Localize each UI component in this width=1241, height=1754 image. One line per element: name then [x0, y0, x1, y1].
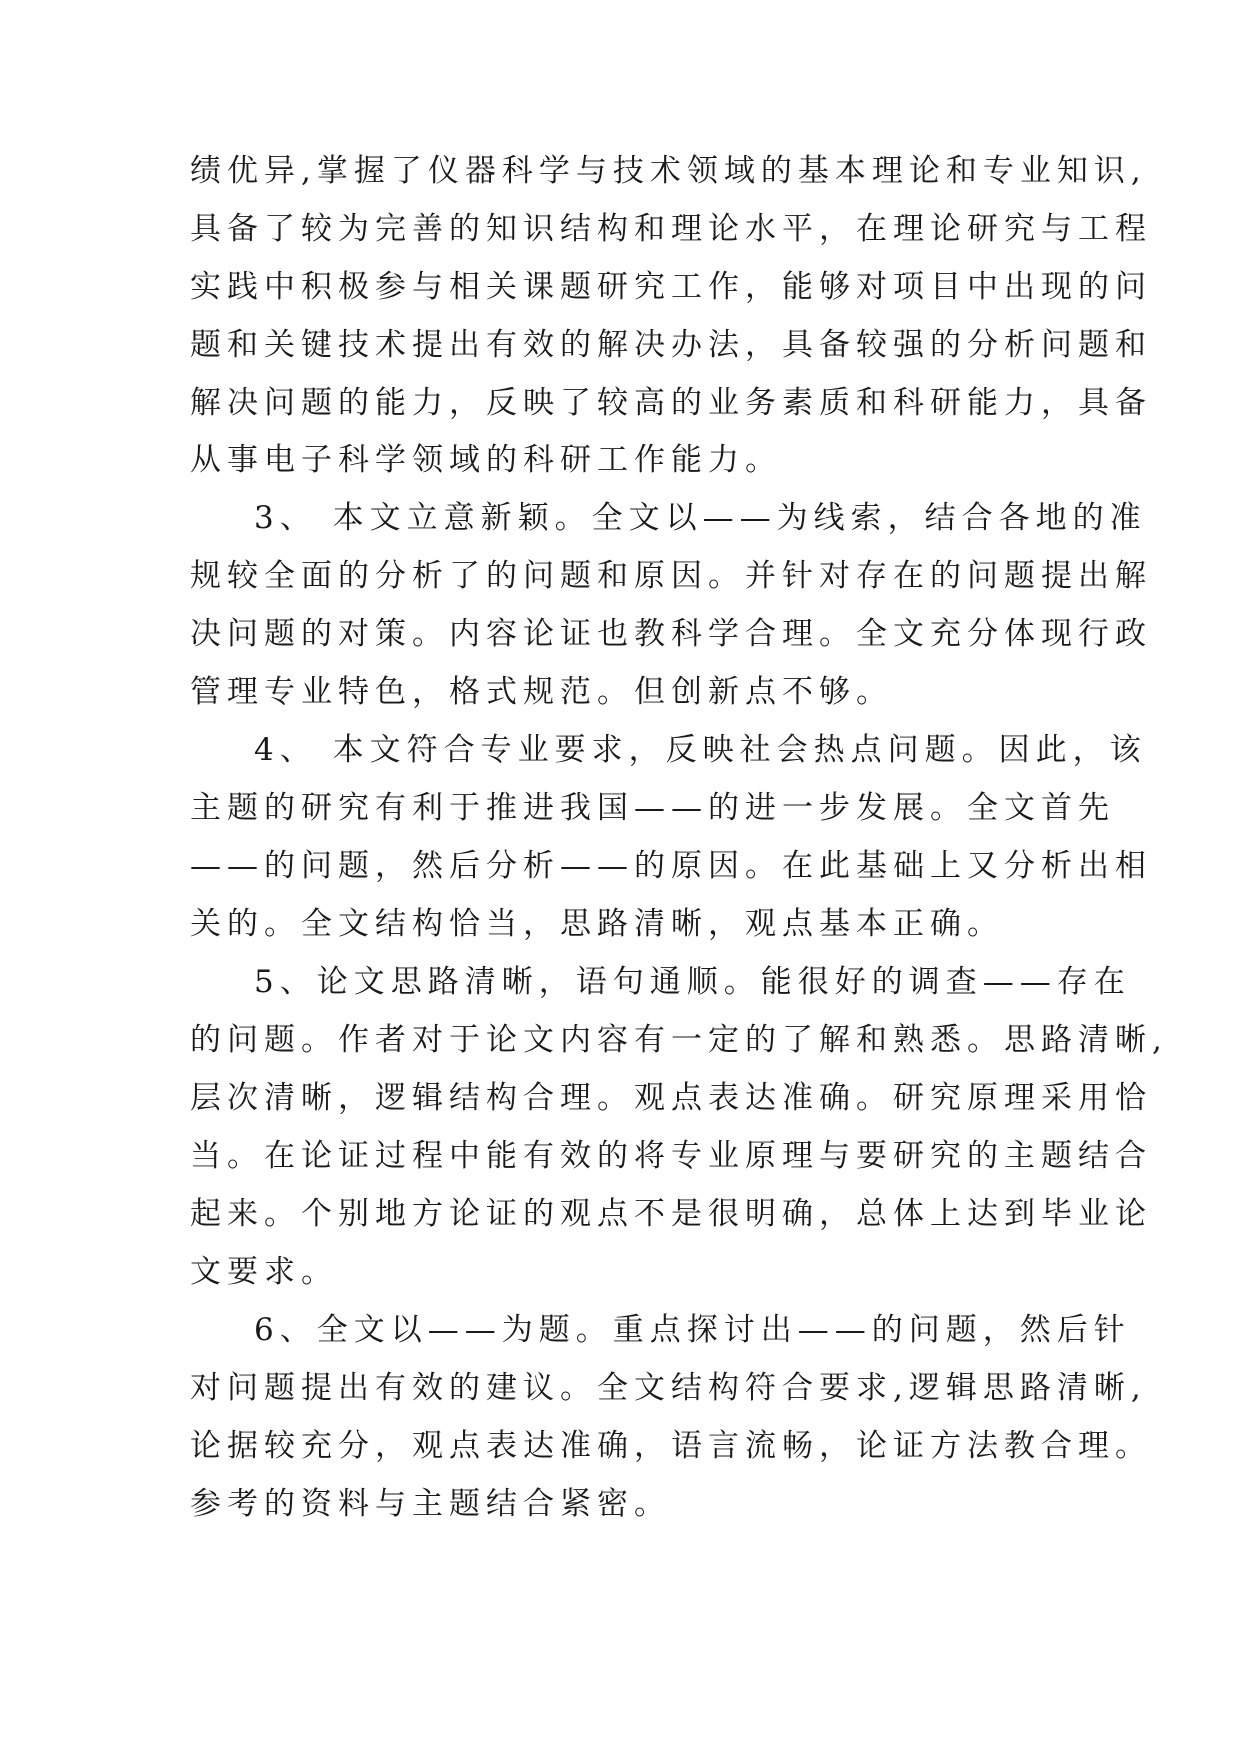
paragraph-3-first-line: 3、 本文立意新颖。全文以——为线索，结合各地的准 [254, 500, 1147, 536]
paragraph-4-first-line: 4、 本文符合专业要求，反映社会热点问题。因此，该 [254, 732, 1147, 768]
text-line: ——的问题，然后分析——的原因。在此基础上又分析出相 [190, 848, 1152, 884]
text-line: 当。在论证过程中能有效的将专业原理与要研究的主题结合 [190, 1138, 1152, 1174]
text-line: 起来。个别地方论证的观点不是很明确，总体上达到毕业论 [190, 1196, 1152, 1232]
text-line: 实践中积极参与相关课题研究工作，能够对项目中出现的问 [190, 269, 1152, 305]
text-line: 规较全面的分析了的问题和原因。并针对存在的问题提出解 [190, 558, 1152, 594]
text-line: 决问题的对策。内容论证也教科学合理。全文充分体现行政 [190, 616, 1152, 652]
text-line: 主题的研究有利于推进我国——的进一步发展。全文首先 [190, 790, 1115, 826]
text-line: 文要求。 [190, 1254, 338, 1290]
text-line: 绩优异,掌握了仪器科学与技术领域的基本理论和专业知识, [190, 153, 1147, 189]
text-line: 管理专业特色，格式规范。但创新点不够。 [190, 674, 893, 710]
text-line: 参考的资料与主题结合紧密。 [190, 1486, 671, 1522]
text-line: 题和关键技术提出有效的解决办法，具备较强的分析问题和 [190, 327, 1152, 363]
text-line: 解决问题的能力，反映了较高的业务素质和科研能力，具备 [190, 385, 1152, 421]
text-line: 关的。全文结构恰当，思路清晰，观点基本正确。 [190, 906, 1004, 942]
paragraph-5-first-line: 5、论文思路清晰，语句通顺。能很好的调查——存在 [254, 964, 1131, 1000]
text-line: 的问题。作者对于论文内容有一定的了解和熟悉。思路清晰, [190, 1022, 1168, 1058]
text-line: 论据较充分，观点表达准确，语言流畅，论证方法教合理。 [190, 1428, 1152, 1464]
text-line: 层次清晰，逻辑结构合理。观点表达准确。研究原理采用恰 [190, 1080, 1152, 1116]
text-line: 从事电子科学领域的科研工作能力。 [190, 442, 782, 478]
text-line: 具备了较为完善的知识结构和理论水平，在理论研究与工程 [190, 211, 1152, 247]
paragraph-6-first-line: 6、全文以——为题。重点探讨出——的问题，然后针 [254, 1312, 1131, 1348]
text-line: 对问题提出有效的建议。全文结构符合要求,逻辑思路清晰, [190, 1370, 1147, 1406]
